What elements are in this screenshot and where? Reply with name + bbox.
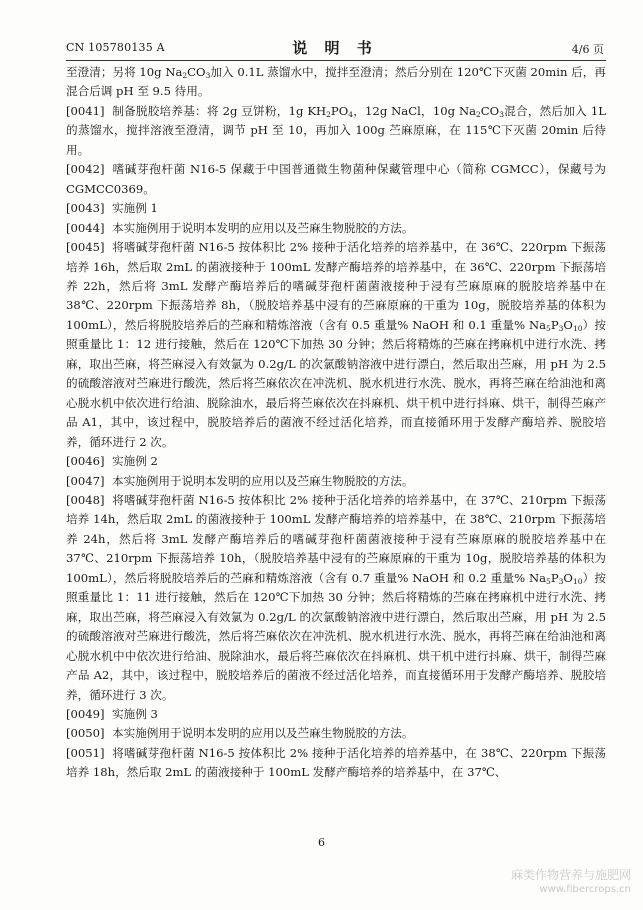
paragraph-continuation [66,63,606,102]
paragraph-number: [0048] [66,492,105,507]
paragraph [66,705,606,724]
paragraph-number: [0045] [66,240,105,255]
paragraph [66,219,606,238]
document-title: 说 明 书 [292,39,378,57]
paragraph-text: 本实施例用于说明本发明的应用以及苎麻生物脱胶的方法。 [112,473,414,488]
paragraph-number: [0041] [66,103,105,118]
paragraph-number: [0047] [66,473,105,488]
page-header [66,37,604,59]
page-number: 6 [318,836,325,849]
paragraph-text: 嗜碱芽孢杆菌 N16-5 保藏于中国普通微生物菌种保藏管理中心（简称 CGMCC），保藏号为 CGMCC0369。 [66,162,606,196]
paragraph-text: 本实施例用于说明本发明的应用以及苎麻生物脱胶的方法。 [112,726,414,741]
watermark [511,868,631,896]
watermark-url: www.fibercrops.cn [539,884,631,895]
paragraph-text: 本实施例用于说明本发明的应用以及苎麻生物脱胶的方法。 [112,220,414,235]
paragraph-number: [0051] [66,745,105,760]
paragraph-text: 制备脱胶培养基：将 2g 豆饼粉，1g $KH_2PO_4$，12g NaCl，10g $Na_2CO_3$混合，然后加入 1L 的蒸馏水，搅拌溶液至澄清，调节 pH 至 10，再加入 100g 苎麻原麻，在 115℃下灭菌 20min 后待用。 [66,103,606,157]
paragraph [66,199,606,218]
paragraph-text: 至澄清；另将 10g $Na_2CO_3$加入 0.1L 蒸馏水中，搅拌至澄清；然后分别在 120℃下灭菌 20min 后，再混合后调 pH 至 9.5 待用。 [66,65,606,99]
paragraph-number: [0043] [66,201,105,216]
paragraph-text: 将嗜碱芽孢杆菌 N16-5 按体积比 2% 接种于活化培养的培养基中，在 38℃、220rpm 下振荡培养 18h，然后取 2mL 的菌液接种于 100mL 发酵产酶培养的培养基中，在 37℃、 [66,745,606,780]
paragraph [66,160,606,199]
paragraph-number: [0046] [66,454,105,469]
paragraph-number: [0044] [66,220,105,235]
paragraph [66,491,606,705]
paragraph [66,238,606,452]
paragraph-number: [0050] [66,726,105,741]
paragraph-number: [0049] [66,706,105,721]
paragraph-text: 实施例 1 [112,201,158,216]
paragraph-text: 将嗜碱芽孢杆菌 N16-5 按体积比 2% 接种于活化培养的培养基中，在 37℃、210rpm 下振荡培养 14h，然后取 2mL 的菌液接种于 100mL 发酵产酶培养的培养基中，在 38℃、210rpm 下振荡培养 24h，然后将 3mL 发酵产酶培养后的嗜碱芽孢杆菌菌液接种于浸有苎麻原麻的脱胶培养基中在 37℃、210rpm 下振荡培养 10h，（脱胶培养基中浸有的苎麻原麻的干重为 10g，脱胶培养基的体积为 100mL），然后将脱胶培养后的苎麻和精炼溶液（含有 0.7 重量% NaOH 和 0.2 重量% $Na_5P_3O_{10}$）按照重量比 1：11 进行接触，然后在 120℃下加热 30 分钟；然后将精炼的苎麻在拷麻机中进行水洗、拷麻，取出苎麻，将苎麻浸入有效氯为 0.2g/L 的次氯酸钠溶液中进行漂白，然后取出苎麻，用 pH 为 2.5 的硫酸溶液对苎麻进行酸洗，然后将苎麻依次在冲洗机、脱水机进行水洗、脱水，再将苎麻在给油池和离心脱水机中中依次进行给油、脱除油水，最后将苎麻依次在抖麻机、烘干机中进行抖麻、烘干，制得苎麻产品 A2，其中，该过程中，脱胶培养后的菌液不经过活化培养，而直接循环用于发酵产酶培养、脱胶培养，循环进行 3 次。 [66,492,606,702]
header-divider [66,60,606,61]
paragraph [66,744,606,783]
paragraph-text: 将嗜碱芽孢杆菌 N16-5 按体积比 2% 接种于活化培养的培养基中，在 36℃、220rpm 下振荡培养 16h，然后取 2mL 的菌液接种于 100mL 发酵产酶培养的培养基中，在 36℃、220rpm 下振荡培养 22h，然后将 3mL 发酵产酶培养后的嗜碱芽孢杆菌菌液接种于浸有苎麻原麻的脱胶培养基中在 38℃、220rpm 下振荡培养 8h，（脱胶培养基中浸有的苎麻原麻的干重为 10g，脱胶培养基的体积为 100mL），然后将脱胶培养后的苎麻和精炼溶液（含有 0.5 重量% NaOH 和 0.1 重量% $Na_5P_3O_{10}$）按照重量比 1：12 进行接触，然后在 120℃下加热 30 分钟；然后将精炼的苎麻在拷麻机中进行水洗、拷麻，取出苎麻，将苎麻浸入有效氯为 0.2g/L 的次氯酸钠溶液中进行漂白，然后取出苎麻，用 pH 为 2.5 的硫酸溶液对苎麻进行酸洗，然后将苎麻依次在冲洗机、脱水机进行水洗、脱水，再将苎麻在给油池和离心脱水机中依次进行给油、脱除油水，最后将苎麻依次在抖麻机、烘干机中进行抖麻、烘干，制得苎麻产品 A1，其中，该过程中，脱胶培养后的菌液不经过活化培养，而直接循环用于发酵产酶培养、脱胶培养，循环进行 2 次。 [66,240,606,449]
paragraph [66,102,606,160]
paragraph [66,452,606,471]
paragraph-number: [0042] [66,162,105,177]
paragraph [66,724,606,743]
document-body [66,63,606,783]
paragraph-text: 实施例 2 [112,454,158,469]
publication-number: CN 105780135 A [66,41,165,54]
paragraph-text: 实施例 3 [112,706,158,721]
watermark-site-name: 麻类作物营养与施肥网 [510,868,631,882]
page-indicator: 4/6 页 [571,43,604,56]
paragraph [66,472,606,491]
